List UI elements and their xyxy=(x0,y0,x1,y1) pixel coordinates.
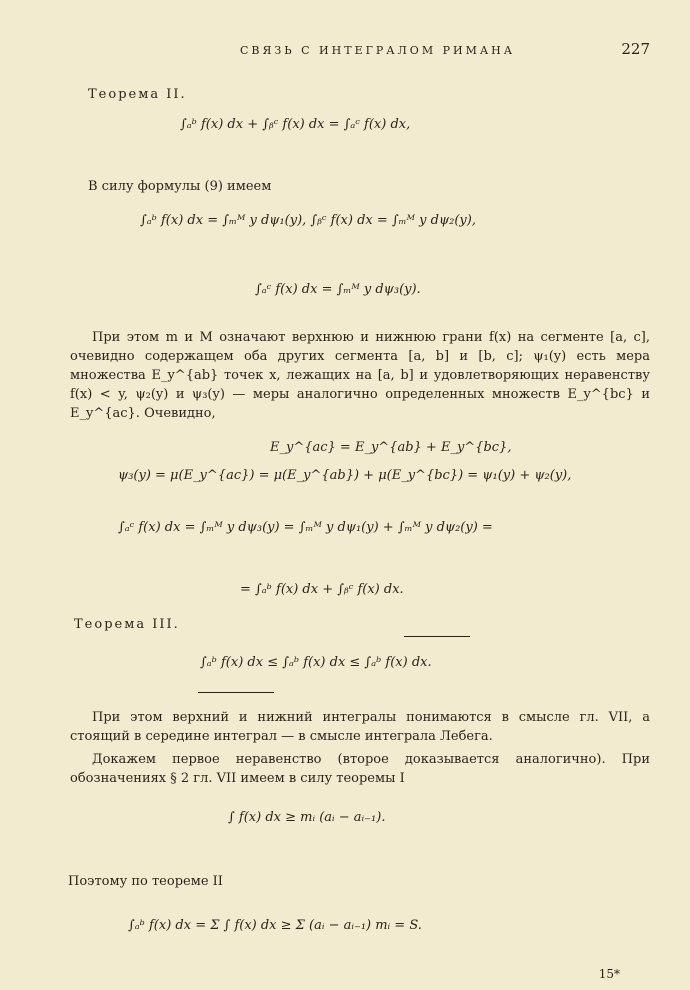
equation-set-union: E_y^{ac} = E_y^{ab} + E_y^{bc}, xyxy=(270,440,512,455)
equation-chain-line-1: ∫ₐᶜ f(x) dx = ∫ₘᴹ y dψ₃(y) = ∫ₘᴹ y dψ₁(y) + ∫ₘᴹ y dψ₂(y) = xyxy=(118,520,493,535)
paragraph-measure-definition: При этом m и M означают верхнюю и нижнюю грани f(x) на сегменте [a, c], очевидно содержащем оба других сегмента [a, b] и [b, c]; ψ₁(y) есть мера множества E_y^{ab} точек x, лежащих на [a, b] и удовлетворяющих неравенству f(x) < y, ψ₂(y) и ψ₃(y) — меры аналогично определенных множеств E_y^{bc} и E_y^{ac}. Очевидно, xyxy=(70,330,650,421)
formula-9-intro: В силу формулы (9) имеем xyxy=(88,179,272,194)
paragraph-proof-start: Докажем первое неравенство (второе доказывается аналогично). При обозначениях § 2 гл. VII имеем в силу теоремы I xyxy=(70,752,650,786)
paragraph-integral-meaning: При этом верхний и нижний интегралы понимаются в смысле гл. VII, а стоящий в середине интеграл — в смысле интеграла Лебега. xyxy=(70,710,650,744)
formula-9-line-2: ∫ₐᶜ f(x) dx = ∫ₘᴹ y dψ₃(y). xyxy=(255,282,421,297)
formula-9-line-1: ∫ₐᵇ f(x) dx = ∫ₘᴹ y dψ₁(y), ∫ᵦᶜ f(x) dx = ∫ₘᴹ y dψ₂(y), xyxy=(140,213,476,228)
theorem-2-heading: Теорема II. xyxy=(88,87,187,102)
running-title: СВЯЗЬ С ИНТЕГРАЛОМ РИМАНА xyxy=(240,44,516,57)
paragraph-therefore: Поэтому по теореме II xyxy=(68,874,223,889)
equation-psi-sum: ψ₃(y) = μ(E_y^{ac}) = μ(E_y^{ab}) + μ(E_y^{bc}) = ψ₁(y) + ψ₂(y), xyxy=(118,468,572,483)
equation-inequality: ∫ f(x) dx ≥ mᵢ (aᵢ − aᵢ₋₁). xyxy=(228,810,386,825)
lower-integral-bar xyxy=(198,692,274,693)
equation-final: ∫ₐᵇ f(x) dx = Σ ∫ f(x) dx ≥ Σ (aᵢ − aᵢ₋₁) mᵢ = S. xyxy=(128,918,422,933)
theorem-3-formula: ∫ₐᵇ f(x) dx ≤ ∫ₐᵇ f(x) dx ≤ ∫ₐᵇ f(x) dx. xyxy=(200,655,432,670)
equation-chain-line-2: = ∫ₐᵇ f(x) dx + ∫ᵦᶜ f(x) dx. xyxy=(240,582,404,597)
page-number: 227 xyxy=(621,40,650,58)
upper-integral-bar xyxy=(404,636,470,637)
theorem-2-formula: ∫ₐᵇ f(x) dx + ∫ᵦᶜ f(x) dx = ∫ₐᶜ f(x) dx, xyxy=(180,117,411,132)
theorem-3-heading: Теорема III. xyxy=(74,617,180,632)
signature-mark: 15* xyxy=(598,967,620,981)
